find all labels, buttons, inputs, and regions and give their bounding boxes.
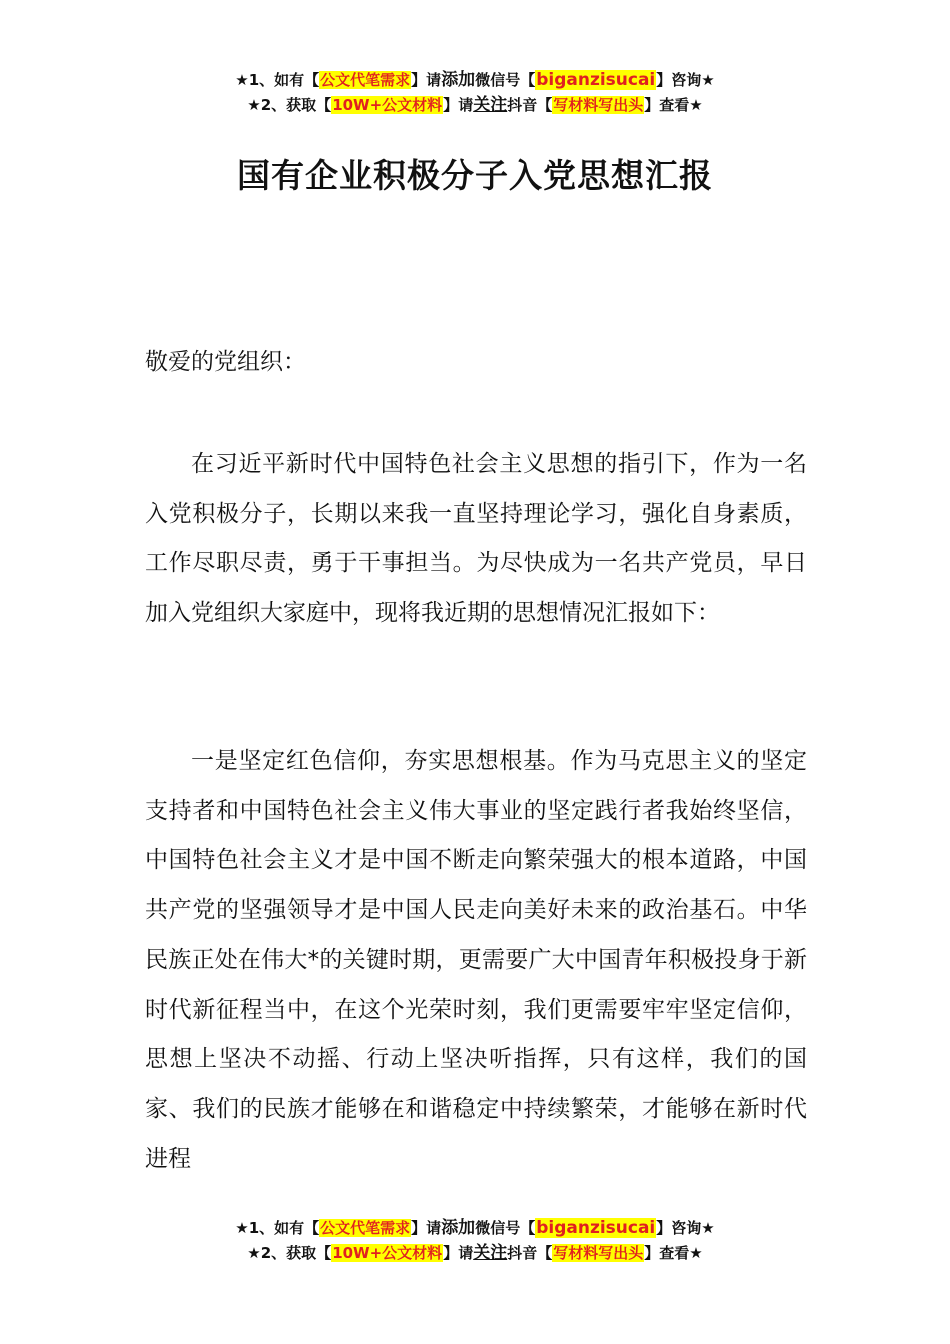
- promo-text: 】请: [411, 1219, 442, 1237]
- promo-line-2: [0, 93, 950, 118]
- promo-text: 】请: [443, 1244, 474, 1262]
- promo-douyin-id: 写材料写出头: [553, 96, 644, 114]
- promo-text: 】咨询★: [656, 71, 715, 89]
- promo-text: 】咨询★: [656, 1219, 715, 1237]
- promo-text: 】查看★: [644, 1244, 703, 1262]
- promo-highlight: 10W+公文材料: [332, 96, 443, 114]
- promo-highlight: 公文代笔需求: [320, 1219, 411, 1237]
- promo-text: 】请: [443, 96, 474, 114]
- promo-text: 微信号【: [475, 1219, 536, 1237]
- promo-emphasis: 添加: [441, 70, 476, 90]
- header-promo-banner: [0, 68, 950, 118]
- promo-highlight: 10W+公文材料: [332, 1244, 443, 1262]
- promo-text: ★1、如有【: [235, 1219, 320, 1237]
- greeting: 敬爱的党组织：: [145, 349, 306, 375]
- promo-line-1: [0, 1216, 950, 1241]
- promo-text: 微信号【: [475, 71, 536, 89]
- promo-text: ★2、获取【: [247, 96, 332, 114]
- promo-text: ★1、如有【: [235, 71, 320, 89]
- promo-line-2: [0, 1241, 950, 1266]
- body-paragraph: 在习近平新时代中国特色社会主义思想的指引下，作为一名入党积极分子，长期以来我一直坚持理论学习，强化自身素质，工作尽职尽责，勇于干事担当。为尽快成为一名共产党员，早日加入党组织大家庭中，现将我近期的思想情况汇报如下：: [145, 451, 807, 627]
- promo-highlight: 公文代笔需求: [320, 71, 411, 89]
- promo-wechat-id: biganzisucai: [536, 70, 656, 90]
- document-title: 国有企业积极分子入党思想汇报: [237, 156, 713, 195]
- promo-text: ★2、获取【: [247, 1244, 332, 1262]
- promo-line-1: [0, 68, 950, 93]
- promo-text: 】查看★: [644, 96, 703, 114]
- body-paragraph: 一是坚定红色信仰，夯实思想根基。作为马克思主义的坚定支持者和中国特色社会主义伟大事业的坚定践行者我始终坚信，中国特色社会主义才是中国不断走向繁荣强大的根本道路，中国共产党的坚强领导才是中国人民走向美好未来的政治基石。中华民族正处在伟大*的关键时期，更需要广大中国青年积极投身于新时代新征程当中，在这个光荣时刻，我们更需要牢牢坚定信仰，思想上坚决不动摇、行动上坚决听指挥，只有这样，我们的国家、我们的民族才能够在和谐稳定中持续繁荣，才能够在新时代进程: [145, 748, 807, 1172]
- promo-text: 抖音【: [507, 96, 553, 114]
- promo-text: 抖音【: [507, 1244, 553, 1262]
- promo-emphasis: 关注: [473, 95, 508, 115]
- promo-wechat-id: biganzisucai: [536, 1218, 656, 1238]
- promo-emphasis: 添加: [441, 1218, 476, 1238]
- promo-emphasis: 关注: [473, 1243, 508, 1263]
- footer-promo-banner: [0, 1216, 950, 1266]
- promo-douyin-id: 写材料写出头: [553, 1244, 644, 1262]
- promo-text: 】请: [411, 71, 442, 89]
